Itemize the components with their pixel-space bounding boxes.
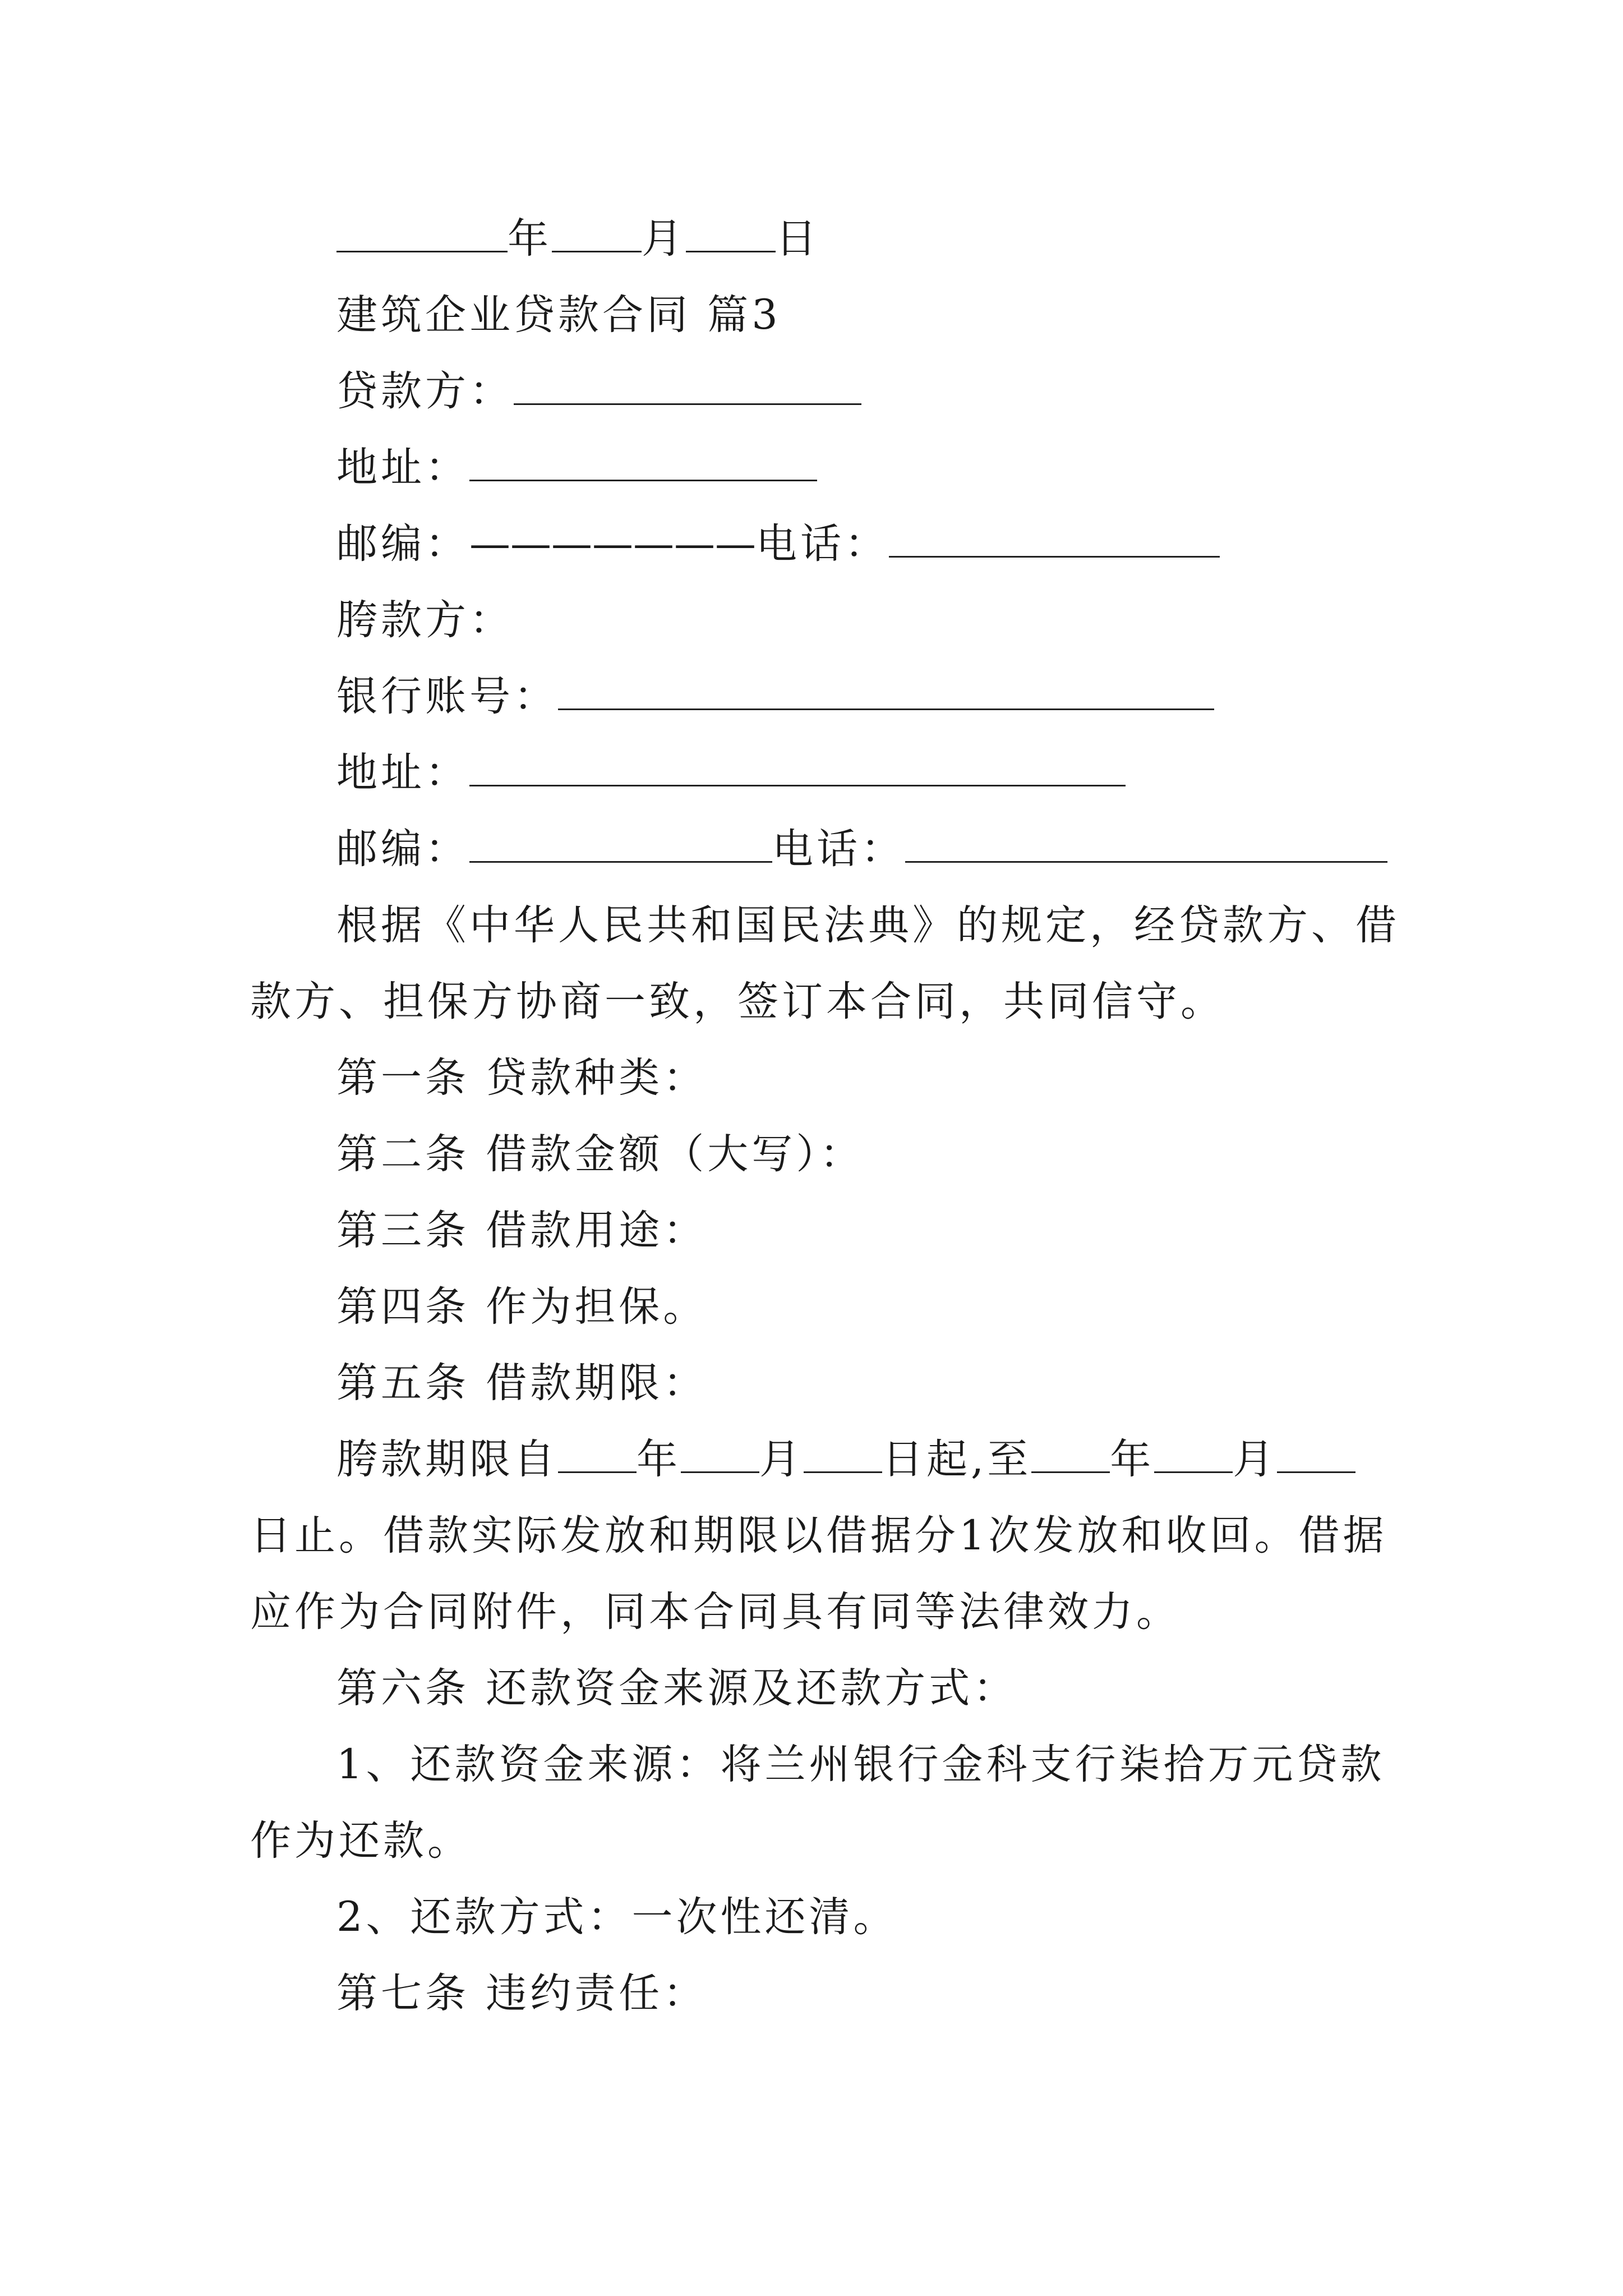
borrower-address-line [336, 745, 1126, 801]
lender-address-label: 地址： [336, 444, 469, 491]
borrower-address-label: 地址： [336, 749, 469, 797]
article-6-item-1-line-1: 1、还款资金来源：将兰州银行金科支行柒拾万元贷款 [336, 1741, 1385, 1788]
term-end-month-label: 月 [1233, 1435, 1278, 1483]
borrower-phone-label: 电话： [772, 825, 905, 873]
year-blank [336, 218, 508, 252]
article-1: 第一条 贷款种类： [336, 1054, 708, 1102]
borrower-postcode-line [336, 821, 1387, 877]
term-start-day-label: 日起,至 [882, 1435, 1032, 1483]
term-line-3: 应作为合同附件，同本合同具有同等法律效力。 [250, 1588, 1181, 1636]
lender-phone-blank [889, 523, 1220, 558]
lender-phone-label: 电话： [756, 520, 889, 568]
term-start-year-label: 年 [637, 1435, 681, 1483]
article-6-item-2: 2、还款方式：一次性还清。 [336, 1893, 898, 1941]
term-start-day-blank [804, 1439, 882, 1473]
term-start-year-blank [558, 1439, 637, 1473]
term-end-day-blank [1277, 1439, 1355, 1473]
article-6-title: 第六条 还款资金来源及还款方式： [336, 1664, 1018, 1712]
bank-account-blank [558, 676, 1214, 710]
article-6-item-1-line-2: 作为还款。 [250, 1817, 472, 1865]
lender-postcode-line [336, 516, 1220, 572]
term-end-year-label: 年 [1110, 1435, 1155, 1483]
month-label: 月 [642, 215, 686, 263]
term-line-1 [336, 1432, 1355, 1488]
lender-label: 贷款方： [336, 367, 514, 415]
lender-blank [514, 371, 861, 405]
lender-address-line [336, 440, 817, 496]
borrower-postcode-blank [469, 829, 772, 863]
term-end-year-blank [1031, 1439, 1110, 1473]
borrower-label: 胯款方： [336, 596, 514, 644]
borrower-postcode-label: 邮编： [336, 825, 469, 873]
bank-account-label: 银行账号： [336, 673, 558, 720]
article-7: 第七条 违约责任： [336, 1970, 708, 2017]
lender-address-blank [469, 447, 817, 481]
borrower-address-blank [469, 752, 1126, 786]
preamble-line-1: 根据《中华人民共和国民法典》的规定，经贷款方、借 [336, 901, 1400, 949]
bank-account-line [336, 669, 1214, 725]
month-blank [552, 218, 642, 252]
date-line [336, 211, 820, 267]
term-start-month-blank [681, 1439, 759, 1473]
term-prefix: 胯款期限自 [336, 1435, 558, 1483]
borrower-phone-blank [905, 829, 1387, 863]
lender-line [336, 364, 861, 420]
article-3: 第三条 借款用途： [336, 1207, 708, 1254]
article-4: 第四条 作为担保。 [336, 1283, 708, 1331]
preamble-line-2: 款方、担保方协商一致，签订本合同，共同信守。 [250, 978, 1225, 1025]
day-label: 日 [776, 215, 820, 263]
year-label: 年 [508, 215, 552, 263]
article-2: 第二条 借款金额（大写）： [336, 1130, 864, 1178]
lender-postcode-label: 邮编： [336, 520, 469, 568]
day-blank [686, 218, 776, 252]
lender-postcode-value: ——————— [469, 520, 756, 568]
article-5: 第五条 借款期限： [336, 1359, 708, 1407]
term-end-month-blank [1154, 1439, 1233, 1473]
contract-heading: 建筑企业贷款合同 篇3 [336, 291, 781, 339]
term-start-month-label: 月 [759, 1435, 804, 1483]
term-line-2: 日止。借款实际发放和期限以借据分1次发放和收回。借据 [250, 1512, 1387, 1559]
